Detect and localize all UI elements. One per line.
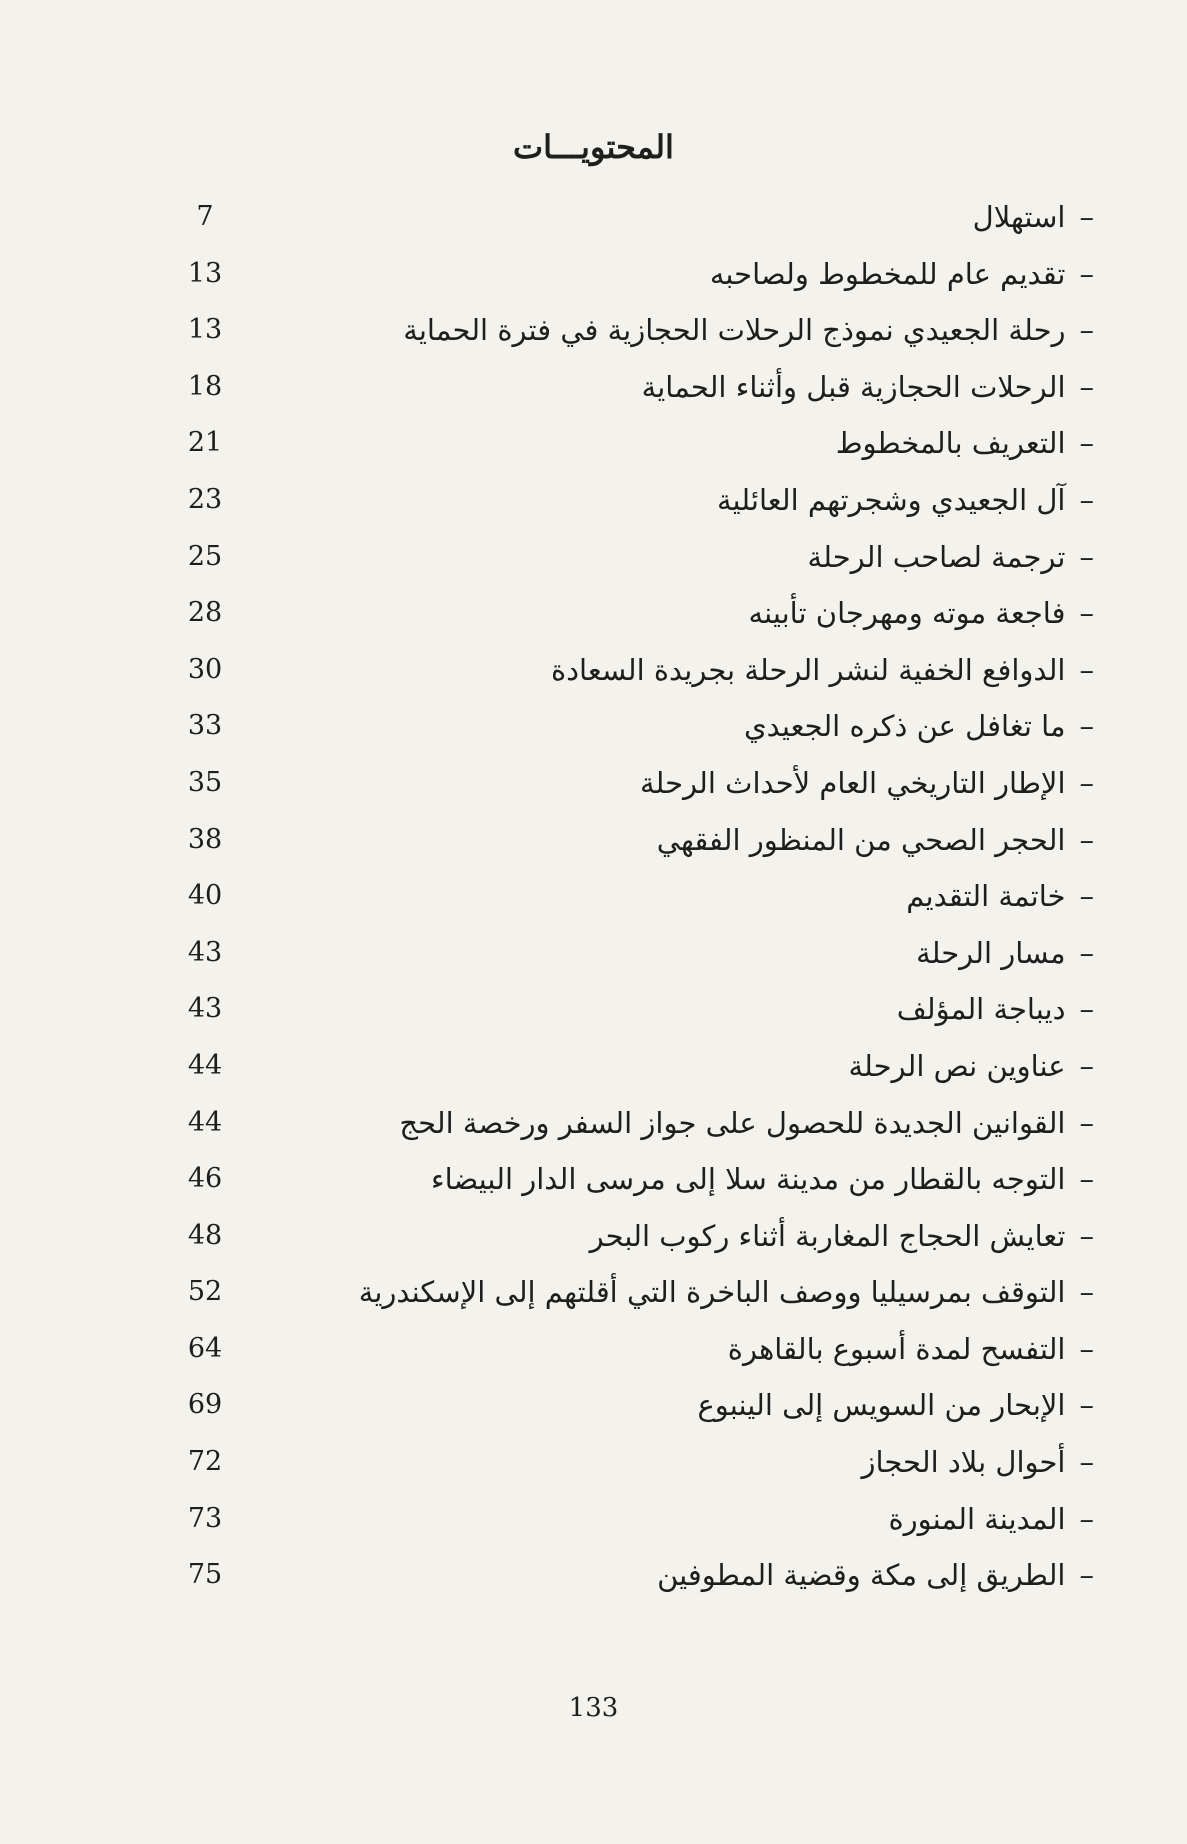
- toc-row: [0, 1099, 1187, 1156]
- toc-entry-text: ديباجة المؤلف: [896, 992, 1066, 1027]
- page-title: المحتويـــات: [513, 128, 674, 166]
- toc-row: [0, 533, 1187, 590]
- toc-row: [0, 646, 1187, 703]
- dash: –: [1079, 482, 1094, 517]
- toc-entry-text: التفسح لمدة أسبوع بالقاهرة: [727, 1331, 1066, 1366]
- dash: –: [1079, 1048, 1094, 1083]
- toc-row: [0, 306, 1187, 363]
- toc-entry: [973, 193, 1094, 241]
- toc-page-number: 43: [187, 936, 223, 968]
- toc-entry: [808, 533, 1094, 581]
- dash: –: [1079, 369, 1094, 404]
- toc-page-number: 64: [187, 1332, 223, 1364]
- dash: –: [1079, 256, 1094, 291]
- dash: –: [1079, 539, 1094, 574]
- toc-entry: [916, 929, 1094, 977]
- toc-entry-text: المدينة المنورة: [888, 1501, 1066, 1536]
- toc-row: [0, 872, 1187, 929]
- toc-entry-text: ترجمة لصاحب الرحلة: [807, 539, 1066, 574]
- toc-entry-text: القوانين الجديدة للحصول على جواز السفر ورخصة الحج: [399, 1105, 1066, 1140]
- toc-row: [0, 193, 1187, 250]
- toc-entry-text: خاتمة التقديم: [906, 879, 1066, 914]
- toc-row: [0, 589, 1187, 646]
- toc-entry: [897, 985, 1094, 1033]
- toc-entry: [698, 1381, 1095, 1429]
- dash: –: [1079, 709, 1094, 744]
- toc-entry: [590, 1212, 1094, 1260]
- toc-entry-text: ما تغافل عن ذكره الجعيدي: [743, 709, 1066, 744]
- toc-row: [0, 419, 1187, 476]
- toc-page-number: 73: [187, 1502, 223, 1534]
- toc-entry-text: الطريق إلى مكة وقضية المطوفين: [657, 1558, 1066, 1593]
- toc-page-number: 48: [187, 1219, 223, 1251]
- toc-page-number: 35: [187, 766, 223, 798]
- toc-entry-text: تعايش الحجاج المغاربة أثناء ركوب البحر: [589, 1218, 1066, 1253]
- toc-entry-text: استهلال: [972, 200, 1066, 234]
- toc-entry-text: التوجه بالقطار من مدينة سلا إلى مرسى الدار البيضاء: [431, 1162, 1066, 1197]
- toc-entry: [862, 1438, 1095, 1486]
- toc-page-number: 44: [187, 1106, 223, 1138]
- toc-entry: [431, 1155, 1094, 1203]
- dash: –: [1079, 1218, 1094, 1253]
- dash: –: [1079, 765, 1094, 800]
- toc-entry: [551, 646, 1094, 694]
- dash: –: [1079, 1501, 1094, 1536]
- toc-entry: [906, 872, 1094, 920]
- dash: –: [1079, 1331, 1094, 1366]
- toc-entry: [717, 476, 1094, 524]
- dash: –: [1079, 1558, 1094, 1593]
- toc-entry-text: الإبحار من السويس إلى الينبوع: [697, 1388, 1066, 1423]
- toc-page-number: 7: [196, 201, 214, 232]
- toc-page-number: 25: [187, 540, 223, 572]
- toc-entry-text: الحجر الصحي من المنظور الفقهي: [656, 822, 1066, 857]
- toc-page-number: 13: [187, 314, 223, 346]
- toc-row: [0, 1438, 1187, 1495]
- toc-page-number: 38: [187, 823, 223, 855]
- toc-entry: [399, 1099, 1094, 1147]
- toc-page-number: 69: [187, 1389, 223, 1421]
- toc-page-number: 30: [187, 653, 223, 685]
- dash: –: [1079, 652, 1094, 687]
- toc-page-number: 13: [187, 257, 223, 289]
- toc-row: [0, 985, 1187, 1042]
- toc-row: [0, 759, 1187, 816]
- toc-row: [0, 929, 1187, 986]
- dash: –: [1079, 1275, 1094, 1310]
- toc-entry-text: مسار الرحلة: [916, 935, 1066, 970]
- toc-page-number: 40: [187, 880, 223, 912]
- toc-row: [0, 1155, 1187, 1212]
- toc-entry-text: تقديم عام للمخطوط ولصاحبه: [709, 256, 1066, 291]
- dash: –: [1079, 426, 1094, 461]
- toc-entry-text: فاجعة موته ومهرجان تأبينه: [748, 596, 1066, 631]
- toc-page-number: 52: [187, 1276, 223, 1308]
- toc-entry-text: أحوال بلاد الحجاز: [861, 1445, 1066, 1480]
- toc-page-number: 21: [187, 427, 223, 459]
- toc-entry: [888, 1495, 1094, 1543]
- toc-page-number: 44: [187, 1049, 223, 1081]
- toc-entry-text: رحلة الجعيدي نموذج الرحلات الحجازية في فترة الحماية: [403, 313, 1066, 348]
- toc-entry: [642, 363, 1094, 411]
- toc-row: [0, 1268, 1187, 1325]
- dash: –: [1079, 822, 1094, 857]
- dash: –: [1079, 200, 1094, 234]
- toc-entry: [403, 306, 1094, 354]
- toc-entry: [359, 1268, 1094, 1316]
- toc-page-number: 46: [187, 1163, 223, 1195]
- toc-entry: [657, 1551, 1094, 1599]
- dash: –: [1079, 1162, 1094, 1197]
- toc-page-number: 43: [187, 993, 223, 1025]
- toc-row: [0, 250, 1187, 307]
- toc-entry-text: التعريف بالمخطوط: [835, 426, 1066, 461]
- toc-entry-text: عناوين نص الرحلة: [848, 1048, 1066, 1083]
- toc-row: [0, 1551, 1187, 1608]
- toc-entry: [749, 589, 1094, 637]
- toc-entry-text: آل الجعيدي وشجرتهم العائلية: [716, 482, 1066, 517]
- toc-row: [0, 1381, 1187, 1438]
- toc-entry: [640, 759, 1094, 807]
- toc-row: [0, 1325, 1187, 1382]
- toc-entry-text: الرحلات الحجازية قبل وأثناء الحماية: [641, 369, 1066, 404]
- dash: –: [1079, 992, 1094, 1027]
- toc-entry-text: الإطار التاريخي العام لأحداث الرحلة: [639, 765, 1066, 800]
- dash: –: [1079, 1388, 1094, 1423]
- toc-row: [0, 363, 1187, 420]
- toc-entry: [848, 1042, 1094, 1090]
- dash: –: [1079, 313, 1094, 348]
- page-number: 133: [568, 1693, 619, 1723]
- dash: –: [1079, 1105, 1094, 1140]
- dash: –: [1079, 596, 1094, 631]
- toc-entry: [744, 702, 1094, 750]
- toc-entry: [836, 419, 1094, 467]
- toc-row: [0, 1495, 1187, 1552]
- toc-entry: [710, 250, 1094, 298]
- toc-page-number: 28: [187, 597, 223, 629]
- toc-page-number: 72: [187, 1446, 223, 1478]
- dash: –: [1079, 1445, 1094, 1480]
- table-of-contents: [0, 193, 1187, 1608]
- toc-row: [0, 476, 1187, 533]
- toc-entry: [657, 816, 1094, 864]
- toc-entry-text: التوقف بمرسيليا ووصف الباخرة التي أقلتهم إلى الإسكندرية: [358, 1275, 1066, 1310]
- toc-row: [0, 816, 1187, 873]
- dash: –: [1079, 879, 1094, 914]
- toc-page-number: 23: [187, 483, 223, 515]
- toc-row: [0, 1042, 1187, 1099]
- toc-row: [0, 1212, 1187, 1269]
- toc-row: [0, 702, 1187, 759]
- dash: –: [1079, 935, 1094, 970]
- toc-page-number: 18: [187, 370, 223, 402]
- toc-entry-text: الدوافع الخفية لنشر الرحلة بجريدة السعادة: [550, 652, 1066, 687]
- toc-page-number: 75: [187, 1559, 223, 1591]
- toc-entry: [728, 1325, 1094, 1373]
- toc-page-number: 33: [187, 710, 223, 742]
